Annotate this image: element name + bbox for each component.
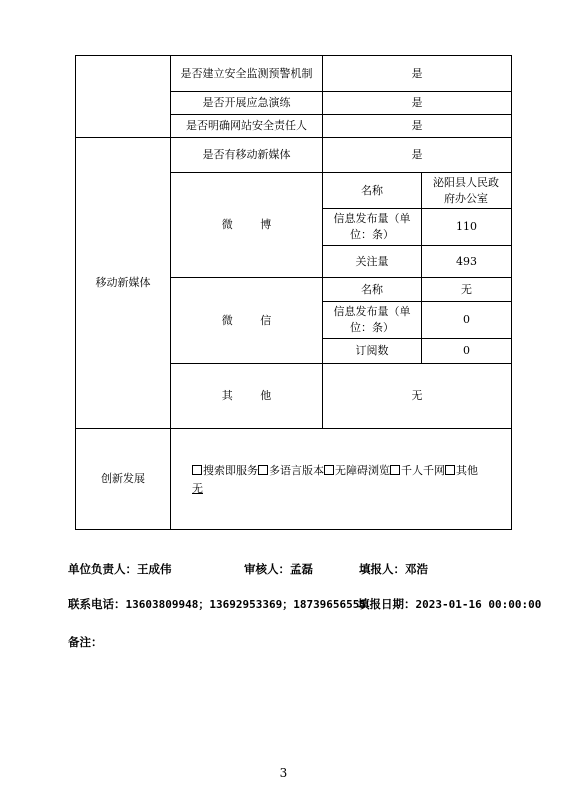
has-mobile-value: 是 <box>411 148 423 161</box>
weibo-count-label: 信息发布量（单位：条） <box>333 212 411 241</box>
option-personalized: 千人千网 <box>401 464 445 477</box>
innovation-other-value: 无 <box>192 482 203 495</box>
wechat-count-value: 0 <box>463 313 470 326</box>
innovation-options <box>192 462 478 498</box>
reviewer-value: 孟磊 <box>290 562 313 576</box>
option-accessibility: 无障碍浏览 <box>335 464 390 477</box>
responsible-person <box>68 561 172 577</box>
responsible-person-label: 单位负责人： <box>68 562 137 576</box>
responsible-person-value: 王成伟 <box>137 562 172 576</box>
reviewer <box>244 561 313 577</box>
mobile-media-section-label: 移动新媒体 <box>95 276 151 289</box>
wechat-count-label: 信息发布量（单位：条） <box>333 305 411 334</box>
option-multilingual: 多语言版本 <box>269 464 324 477</box>
option-search-service: 搜索即服务 <box>203 464 258 477</box>
wechat-name-label: 名称 <box>361 282 383 296</box>
other-value: 无 <box>411 389 423 402</box>
weibo-count-value: 110 <box>456 220 477 233</box>
monitoring-value: 是 <box>411 66 423 80</box>
checkbox-personalized[interactable] <box>390 465 400 475</box>
weibo-follow-label: 关注量 <box>355 254 389 268</box>
weibo-name-label: 名称 <box>361 183 383 197</box>
option-other: 其他 <box>456 464 478 477</box>
remarks-label: 备注： <box>68 635 103 649</box>
wechat-sub-value: 0 <box>463 344 470 357</box>
contact-phone-value: 13603809948；13692953369；18739656555 <box>125 598 367 611</box>
contact-phone-label: 联系电话： <box>68 597 126 611</box>
wechat-sub-label: 订阅数 <box>355 344 389 357</box>
monitoring-label: 是否建立安全监测预警机制 <box>180 66 313 80</box>
checkbox-search-service[interactable] <box>192 465 202 475</box>
wechat-name-value: 无 <box>461 282 472 296</box>
weibo-name-value: 泌阳县人民政府办公室 <box>433 175 499 205</box>
other-label: 其 他 <box>221 389 284 402</box>
fill-date-value: 2023-01-16 00:00:00 <box>415 598 542 611</box>
weibo-label: 微 博 <box>221 218 284 231</box>
contact-phone <box>68 596 366 612</box>
checkbox-multilingual[interactable] <box>258 465 268 475</box>
reviewer-label: 审核人： <box>244 562 290 576</box>
fill-date-label: 填报日期： <box>358 597 416 611</box>
responsible-label: 是否明确网站安全责任人 <box>186 119 307 132</box>
checkbox-other[interactable] <box>445 465 455 475</box>
filler <box>359 561 428 577</box>
innovation-section-label: 创新发展 <box>101 472 145 485</box>
checkbox-accessibility[interactable] <box>324 465 334 475</box>
weibo-follow-value: 493 <box>456 254 477 268</box>
filler-label: 填报人： <box>359 562 405 576</box>
has-mobile-label: 是否有移动新媒体 <box>202 148 291 161</box>
filler-value: 邓浩 <box>405 562 428 576</box>
responsible-value: 是 <box>411 119 423 132</box>
drill-label: 是否开展应急演练 <box>202 96 291 109</box>
drill-value: 是 <box>411 96 423 109</box>
wechat-label: 微 信 <box>221 313 284 327</box>
fill-date <box>358 596 541 612</box>
page-number: 3 <box>279 766 288 780</box>
